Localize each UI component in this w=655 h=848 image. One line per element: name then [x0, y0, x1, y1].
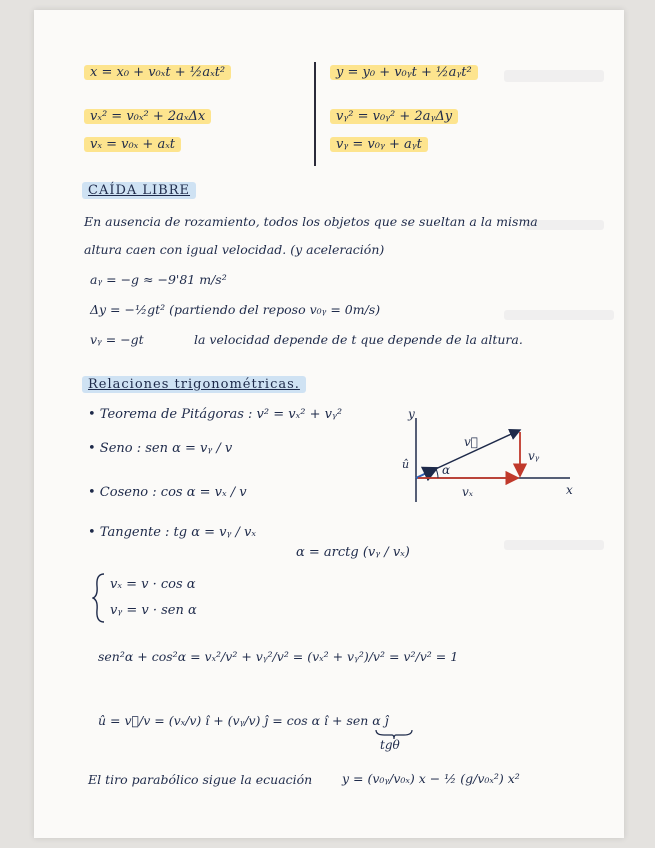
arctg-formula: α = arctg (vᵧ / vₓ): [296, 545, 410, 560]
caida-libre-line-2: altura caen con igual velocidad. (y aceleración): [84, 242, 385, 257]
coseno-definition: • Coseno : cos α = vₓ / v: [88, 485, 247, 500]
bleed-through: [504, 540, 604, 550]
axis-y-label: y: [408, 407, 415, 421]
bleed-through: [504, 70, 604, 82]
system-vx: vₓ = v · cos α: [110, 577, 196, 592]
pitagoras-theorem: • Teorema de Pitágoras : v² = vₓ² + vᵧ²: [88, 407, 343, 422]
eq-velocity-squared-x: vₓ² = v₀ₓ² + 2aₓΔx: [84, 108, 211, 126]
eq-position-x: x = x₀ + v₀ₓt + ½aₓt²: [84, 64, 231, 82]
eq-velocity-x: vₓ = v₀ₓ + aₓt: [84, 136, 181, 154]
unit-vector-arrow: [416, 468, 437, 478]
axis-x-label: x: [566, 483, 573, 497]
angle-arc: [436, 469, 438, 478]
angle-alpha-label: α: [442, 463, 451, 477]
eq-free-fall-displacement: Δy = −½gt² (partiendo del reposo v₀ᵧ = 0m/s): [90, 302, 381, 317]
system-brace: [92, 572, 106, 624]
column-divider: [314, 62, 316, 166]
bleed-through: [504, 310, 614, 320]
eq-velocity-squared-y: vᵧ² = v₀ᵧ² + 2aᵧΔy: [330, 108, 458, 126]
eq-free-fall-velocity: vᵧ = −gt: [90, 332, 144, 347]
unit-vector-equation: û = v⃗/v = (vₓ/v) î + (vᵧ/v) ĵ = cos α î + sen α ĵ: [98, 713, 389, 728]
system-vy: vᵧ = v · sen α: [110, 603, 197, 618]
pythagorean-identity: sen²α + cos²α = vₓ²/v² + vᵧ²/v² = (vₓ² + vᵧ²)/v² = v²/v² = 1: [98, 649, 459, 664]
notebook-page: [34, 10, 624, 838]
caida-libre-line-1: En ausencia de rozamiento, todos los objetos que se sueltan a la misma: [84, 214, 538, 229]
vector-v-label: v⃗: [464, 435, 478, 449]
tg-theta-label: tgθ: [380, 738, 400, 752]
tangente-definition: • Tangente : tg α = vᵧ / vₓ: [88, 525, 256, 540]
tiro-parabolico-equation: y = (v₀ᵧ/v₀ₓ) x − ½ (g/v₀ₓ²) x²: [342, 771, 520, 786]
eq-position-y: y = y₀ + v₀ᵧt + ½aᵧt²: [330, 64, 478, 82]
section-title-trig: Relaciones trigonométricas.: [82, 376, 306, 393]
vy-label: vᵧ: [528, 449, 540, 463]
seno-definition: • Seno : sen α = vᵧ / v: [88, 441, 233, 456]
velocity-note: la velocidad depende de t que depende de la altura.: [194, 332, 523, 347]
eq-gravity: aᵧ = −g ≈ −9'81 m/s²: [90, 272, 227, 287]
unit-u-label: û: [402, 458, 410, 471]
vector-diagram: [390, 398, 590, 508]
section-title-caida-libre: CAÍDA LIBRE: [82, 182, 196, 199]
eq-velocity-y: vᵧ = v₀ᵧ + aᵧt: [330, 136, 428, 154]
tiro-parabolico-text: El tiro parabólico sigue la ecuación: [88, 772, 313, 787]
vx-label: vₓ: [462, 485, 474, 499]
